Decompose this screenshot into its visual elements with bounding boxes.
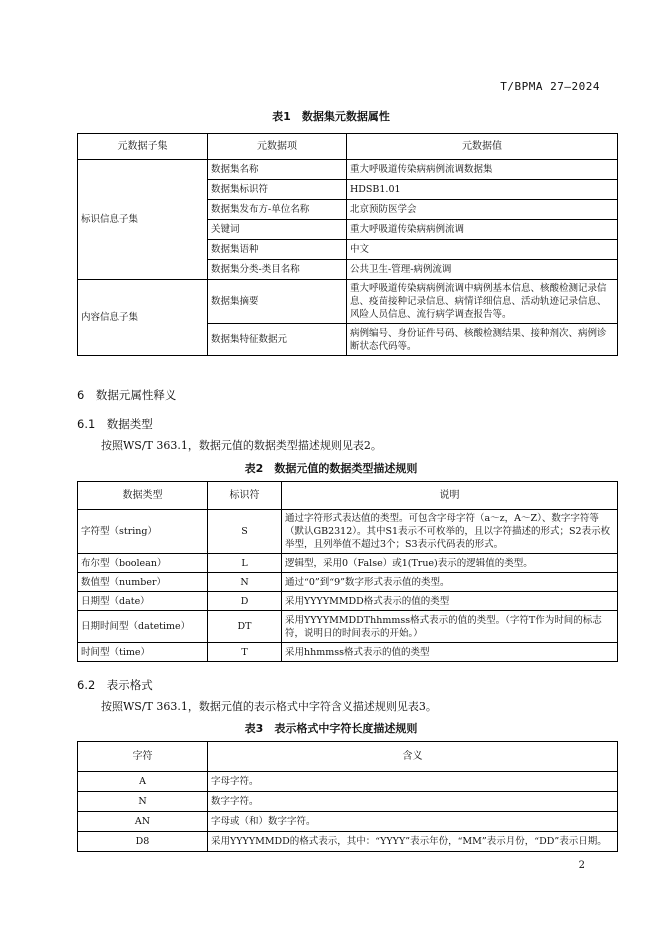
table3-meaning: 采用YYYYMMDD的格式表示，其中：“YYYY”表示年份，“MM”表示月份，“DD”表示日期。 (208, 832, 618, 852)
table2-code: N (208, 573, 282, 592)
section-6-1-heading: 6.1 数据类型 (77, 417, 153, 431)
table1-item: 数据集特征数据元 (208, 324, 347, 356)
table3-caption: 表3 表示格式中字符长度描述规则 (244, 722, 418, 735)
table2-type: 日期时间型（datetime） (78, 611, 208, 643)
table2-header-type: 数据类型 (78, 482, 208, 510)
table1-item: 数据集发布方-单位名称 (208, 200, 347, 220)
table2-type: 布尔型（boolean） (78, 554, 208, 573)
table3-char: A (78, 772, 208, 792)
table3-header-meaning: 含义 (208, 742, 618, 772)
table1-header-item: 元数据项 (208, 134, 347, 160)
section-6-1-text: 按照WS/T 363.1，数据元值的数据类型描述规则见表2。 (101, 439, 382, 452)
table2-desc: 采用YYYYMMDDThhmmss格式表示的值的类型。（字符T作为时间的标志符，说明日的时间表示的开始。） (282, 611, 618, 643)
table1-value: 重大呼吸道传染病病例流调数据集 (347, 160, 618, 180)
table2-code: D (208, 592, 282, 611)
table2-desc: 通过字符形式表达值的类型。可包含字母字符（a～z，A～Z）、数字字符等（默认GB2312）。其中S1表示不可枚举的，且以字符描述的形式；S2表示枚举型，且列举值不超过3个；S3表示代码表的形式。 (282, 510, 618, 554)
table1-header-subset: 元数据子集 (78, 134, 208, 160)
table1-value: HDSB1.01 (347, 180, 618, 200)
table3-char: D8 (78, 832, 208, 852)
table2-type: 数值型（number） (78, 573, 208, 592)
table2-header-code: 标识符 (208, 482, 282, 510)
table1-caption: 表1 数据集元数据属性 (272, 110, 390, 123)
table2-header-desc: 说明 (282, 482, 618, 510)
table1-item: 数据集名称 (208, 160, 347, 180)
table3-format-characters (77, 741, 618, 852)
table2-type: 时间型（time） (78, 643, 208, 662)
table2-type: 字符型（string） (78, 510, 208, 554)
document-code: T/BPMA 27—2024 (500, 80, 600, 93)
table1-subset-content: 内容信息子集 (78, 280, 208, 356)
table1-item: 关键词 (208, 220, 347, 240)
table1-value: 重大呼吸道传染病病例流调中病例基本信息、核酸检测记录信息、疫苗接种记录信息、病情详细信息、活动轨迹记录信息、风险人员信息、流行病学调查报告等。 (347, 280, 618, 324)
table3-header-char: 字符 (78, 742, 208, 772)
table3-meaning: 字母或（和）数字字符。 (208, 812, 618, 832)
table2-desc: 采用YYYYMMDD格式表示的值的类型 (282, 592, 618, 611)
table1-item: 数据集分类-类目名称 (208, 260, 347, 280)
table2-desc: 逻辑型，采用0（False）或1(True)表示的逻辑值的类型。 (282, 554, 618, 573)
table1-item: 数据集摘要 (208, 280, 347, 324)
table2-code: S (208, 510, 282, 554)
section-6-2-text: 按照WS/T 363.1，数据元值的表示格式中字符含义描述规则见表3。 (101, 700, 437, 713)
table1-value: 公共卫生-管理-病例流调 (347, 260, 618, 280)
table1-value: 重大呼吸道传染病病例流调 (347, 220, 618, 240)
table3-char: N (78, 792, 208, 812)
table1-dataset-metadata (77, 133, 618, 356)
table1-item: 数据集语种 (208, 240, 347, 260)
table3-meaning: 字母字符。 (208, 772, 618, 792)
table1-value: 北京预防医学会 (347, 200, 618, 220)
table1-header-value: 元数据值 (347, 134, 618, 160)
table3-char: AN (78, 812, 208, 832)
table2-type: 日期型（date） (78, 592, 208, 611)
table2-code: T (208, 643, 282, 662)
table1-item: 数据集标识符 (208, 180, 347, 200)
table1-value: 中文 (347, 240, 618, 260)
table2-code: L (208, 554, 282, 573)
table2-desc: 通过“0”到“9”数字形式表示值的类型。 (282, 573, 618, 592)
table1-value: 病例编号、身份证件号码、核酸检测结果、接种剂次、病例诊断状态代码等。 (347, 324, 618, 356)
table2-data-types (77, 481, 618, 662)
table2-code: DT (208, 611, 282, 643)
table2-caption: 表2 数据元值的数据类型描述规则 (244, 462, 418, 475)
table3-meaning: 数字字符。 (208, 792, 618, 812)
page-number: 2 (578, 860, 585, 871)
table1-subset-identification: 标识信息子集 (78, 160, 208, 280)
section-6-heading: 6 数据元属性释义 (77, 388, 177, 402)
table2-desc: 采用hhmmss格式表示的值的类型 (282, 643, 618, 662)
section-6-2-heading: 6.2 表示格式 (77, 678, 153, 692)
